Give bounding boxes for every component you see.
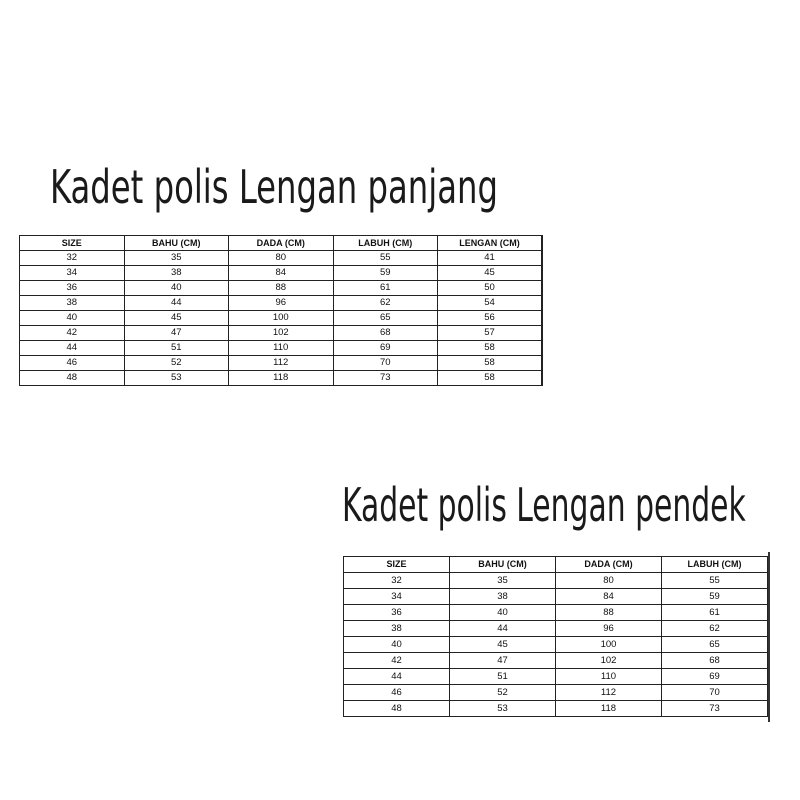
table-cell: 45 [124,311,229,326]
table-cell: 100 [556,637,662,653]
table-cell: 88 [556,605,662,621]
column-header: BAHU (CM) [124,236,229,251]
table-cell: 50 [438,281,543,296]
table-row [20,251,543,266]
table-cell: 56 [438,311,543,326]
table-cell: 44 [124,296,229,311]
table-cell: 65 [333,311,438,326]
table-cell: 88 [229,281,334,296]
table-cell: 80 [556,573,662,589]
table-row [344,685,768,701]
column-header: DADA (CM) [556,557,662,573]
table-cell: 55 [333,251,438,266]
table-cell: 35 [124,251,229,266]
table-row [20,371,543,386]
table-row [20,356,543,371]
column-header: DADA (CM) [229,236,334,251]
table-cell: 35 [450,573,556,589]
table-cell: 102 [556,653,662,669]
table-row [344,573,768,589]
table-cell: 46 [344,685,450,701]
table-cell: 59 [662,589,768,605]
table-cell: 69 [333,341,438,356]
table-cell: 51 [124,341,229,356]
table-cell: 68 [333,326,438,341]
table-cell: 57 [438,326,543,341]
table-cell: 112 [229,356,334,371]
table-row [344,669,768,685]
table-cell: 34 [344,589,450,605]
table-cell: 70 [662,685,768,701]
table-cell: 62 [662,621,768,637]
table-cell: 118 [229,371,334,386]
table-cell: 52 [450,685,556,701]
table-cell: 54 [438,296,543,311]
table-cell: 61 [662,605,768,621]
table-cell: 58 [438,356,543,371]
table-cell: 52 [124,356,229,371]
table-edge-divider [768,552,770,722]
table-cell: 47 [450,653,556,669]
table-cell: 70 [333,356,438,371]
table-row [344,701,768,717]
table-cell: 61 [333,281,438,296]
table-cell: 96 [229,296,334,311]
table-row [20,326,543,341]
table-cell: 110 [229,341,334,356]
table-cell: 58 [438,341,543,356]
table-cell: 44 [20,341,125,356]
column-header: SIZE [344,557,450,573]
column-header: SIZE [20,236,125,251]
table-cell: 40 [344,637,450,653]
table-cell: 48 [344,701,450,717]
table-cell: 45 [450,637,556,653]
table-cell: 32 [344,573,450,589]
short-sleeve-size-table [343,556,768,717]
table-cell: 100 [229,311,334,326]
table-cell: 59 [333,266,438,281]
table-header-row [344,557,768,573]
table-cell: 110 [556,669,662,685]
table-row [344,653,768,669]
table-cell: 32 [20,251,125,266]
table-cell: 73 [662,701,768,717]
long-sleeve-title: Kadet polis Lengan panjang [50,160,498,214]
column-header: LENGAN (CM) [438,236,543,251]
table-cell: 44 [344,669,450,685]
table-cell: 65 [662,637,768,653]
table-cell: 53 [450,701,556,717]
column-header: LABUH (CM) [662,557,768,573]
table-cell: 48 [20,371,125,386]
table-cell: 42 [20,326,125,341]
table-row [344,637,768,653]
table-cell: 44 [450,621,556,637]
table-row [20,296,543,311]
table-row [20,281,543,296]
table-cell: 46 [20,356,125,371]
table-cell: 73 [333,371,438,386]
table-cell: 112 [556,685,662,701]
table-cell: 42 [344,653,450,669]
table-cell: 118 [556,701,662,717]
table-cell: 36 [20,281,125,296]
table-cell: 38 [450,589,556,605]
short-sleeve-title: Kadet polis Lengan pendek [342,478,746,532]
table-cell: 55 [662,573,768,589]
table-cell: 38 [344,621,450,637]
table-row [20,311,543,326]
table-cell: 34 [20,266,125,281]
table-row [344,589,768,605]
table-cell: 80 [229,251,334,266]
table-row [344,605,768,621]
table-cell: 58 [438,371,543,386]
table-cell: 40 [450,605,556,621]
table-cell: 41 [438,251,543,266]
table-cell: 84 [229,266,334,281]
column-header: LABUH (CM) [333,236,438,251]
table-cell: 51 [450,669,556,685]
table-row [20,266,543,281]
table-cell: 68 [662,653,768,669]
table-cell: 69 [662,669,768,685]
table-cell: 62 [333,296,438,311]
long-sleeve-size-table [19,235,543,386]
table-row [344,621,768,637]
column-header: BAHU (CM) [450,557,556,573]
table-cell: 40 [20,311,125,326]
table-cell: 36 [344,605,450,621]
table-cell: 47 [124,326,229,341]
table-cell: 40 [124,281,229,296]
table-header-row [20,236,543,251]
table-cell: 45 [438,266,543,281]
table-cell: 102 [229,326,334,341]
table-cell: 38 [124,266,229,281]
table-row [20,341,543,356]
table-cell: 38 [20,296,125,311]
table-cell: 53 [124,371,229,386]
table-cell: 96 [556,621,662,637]
table-cell: 84 [556,589,662,605]
